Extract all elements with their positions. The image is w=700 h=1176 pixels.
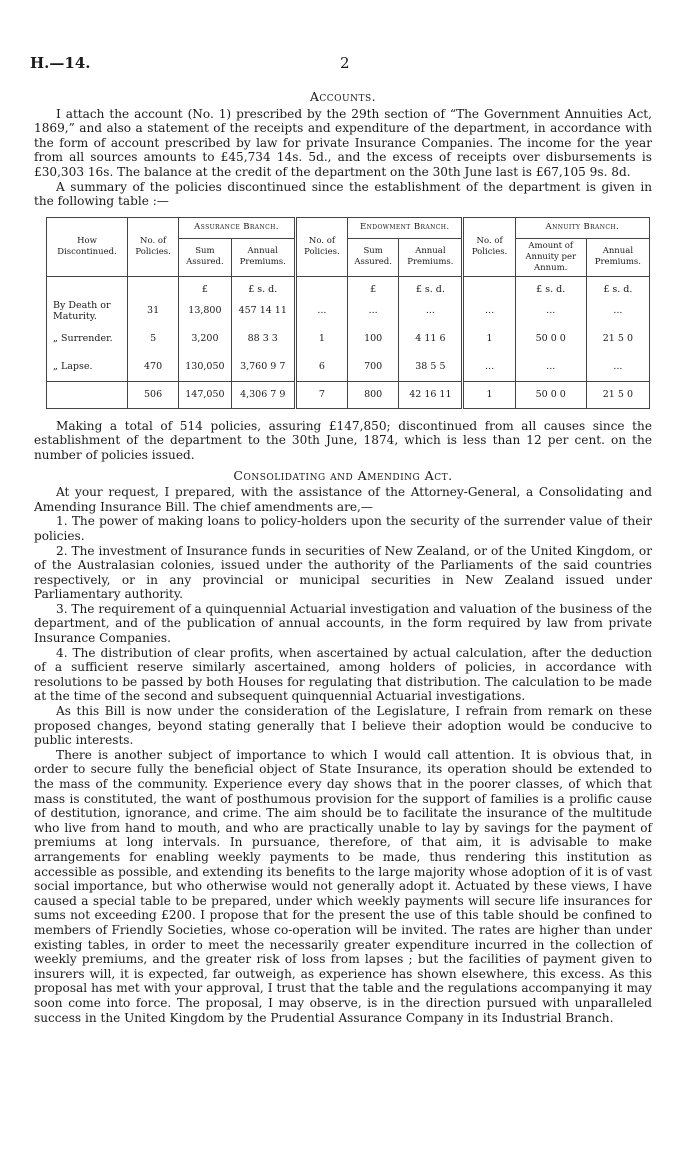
table-cell: 4 11 6 (399, 325, 463, 353)
col-policies-annuity: No. of Policies. (463, 217, 515, 276)
discontinued-policies-table (46, 217, 650, 409)
col-endowment-sum-assured: Sum Assured. (348, 238, 399, 276)
col-annuity-amount: Amount of Annuity per Annum. (515, 238, 586, 276)
group-assurance-branch: Assurance Branch. (179, 217, 296, 238)
table-cell: 3,760 9 7 (231, 353, 295, 382)
table-cell: 31 (127, 297, 178, 325)
table-cell: 700 (348, 353, 399, 382)
total-cell: 800 (348, 381, 399, 408)
unit-cell: £ s. d. (399, 276, 463, 297)
col-sum-assured: Sum Assured. (179, 238, 231, 276)
row-label: By Death or Maturity. (47, 297, 128, 325)
paragraph-total: Making a total of 514 policies, assuring £147,850; discontinued from all causes since the establishment of the department to the 30th June, 1874, which is less than 12 per cent. on the number of policies issued. (34, 418, 652, 462)
amendment-item-3: 3. The requirement of a quinquennial Actuarial investigation and valuation of the business of the department, and of the publication of annual accounts, in the form required by law from private Insurance Companies. (34, 601, 652, 646)
page-body (34, 84, 652, 1025)
unit-cell (295, 276, 347, 297)
col-annual-premiums: Annual Premiums. (231, 238, 295, 276)
col-annuity-premiums: Annual Premiums. (586, 238, 649, 276)
amendment-item-2: 2. The investment of Insurance funds in securities of New Zealand, or of the United Kingdom, or of the Australasian colonies, issued under the authority of the Parliaments of the said countries respectively, or in any provincial or municipal securities in New Zealand issued under Parliamentary authority. (34, 543, 652, 602)
paragraph-legislature: As this Bill is now under the consideration of the Legislature, I refrain from remark on these proposed changes, beyond stating generally that I believe their adoption would be conducive to public interests. (34, 704, 652, 748)
col-endowment-premiums: Annual Premiums. (399, 238, 463, 276)
unit-cell: £ s. d. (231, 276, 295, 297)
table-row (47, 297, 650, 325)
table-units-row (47, 276, 650, 297)
total-cell: 42 16 11 (399, 381, 463, 408)
unit-cell: £ (179, 276, 231, 297)
table-cell: 470 (127, 353, 178, 382)
document-reference: H.—14. (30, 54, 91, 72)
table-cell: ... (463, 297, 515, 325)
page-header (30, 54, 668, 74)
col-how-discontinued: How Discontinued. (47, 217, 128, 276)
table-cell: ... (463, 353, 515, 382)
table-row (47, 325, 650, 353)
table-cell: 1 (463, 325, 515, 353)
paragraph-summary-intro: A summary of the policies discontinued since the establishment of the department is given in the following table :— (34, 179, 652, 209)
table-group-header-row (47, 217, 650, 238)
accounts-heading: Accounts. (309, 89, 377, 104)
total-cell: 7 (295, 381, 347, 408)
table-cell: ... (348, 297, 399, 325)
table-cell: 38 5 5 (399, 353, 463, 382)
table-cell: 3,200 (179, 325, 231, 353)
unit-cell (47, 276, 128, 297)
row-label: „ Lapse. (47, 353, 128, 382)
table-cell: 130,050 (179, 353, 231, 382)
table-cell: 5 (127, 325, 178, 353)
unit-cell (463, 276, 515, 297)
unit-cell (127, 276, 178, 297)
group-annuity-branch: Annuity Branch. (515, 217, 649, 238)
row-label: „ Surrender. (47, 325, 128, 353)
table-cell: 100 (348, 325, 399, 353)
table-cell: 50 0 0 (515, 325, 586, 353)
paragraph-accounts: I attach the account (No. 1) prescribed by the 29th section of “The Government Annuities Act, 1869,” and also a statement of the receipts and expenditure of the department, in accordance with the form of account prescribed by law for private Insurance Companies. The income for the year from all sources amounts to £45,734 14s. 5d., and the excess of receipts over disbursements is £30,303 16s. The balance at the credit of the department on the 30th June last is £67,105 9s. 8d. (34, 106, 652, 179)
col-policies-endowment: No. of Policies. (295, 217, 347, 276)
total-cell: 506 (127, 381, 178, 408)
table-cell: 13,800 (179, 297, 231, 325)
amendment-item-4: 4. The distribution of clear profits, when ascertained by actual calculation, after the deduction of a sufficient reserve similarly ascertained, among holders of policies, in accordance with resolutions to be passed by both Houses for regulating that distribution. The calculation to be made at the time of the second and subsequent quinquennial Actuarial investigations. (34, 645, 652, 704)
total-cell: 147,050 (179, 381, 231, 408)
total-cell: 4,306 7 9 (231, 381, 295, 408)
table-cell: 21 5 0 (586, 325, 649, 353)
page-number: 2 (340, 54, 350, 72)
table-cell: 6 (295, 353, 347, 382)
unit-cell: £ (348, 276, 399, 297)
group-endowment-branch: Endowment Branch. (348, 217, 463, 238)
table-cell: ... (399, 297, 463, 325)
amendment-item-1: 1. The power of making loans to policy-holders upon the security of the surrender value of their policies. (34, 514, 652, 543)
total-cell: 50 0 0 (515, 381, 586, 408)
table-cell: ... (515, 297, 586, 325)
total-cell: 1 (463, 381, 515, 408)
total-cell (47, 381, 128, 408)
table-row (47, 353, 650, 382)
paragraph-bill: At your request, I prepared, with the assistance of the Attorney-General, a Consolidating and Amending Insurance Bill. The chief amendments are,— (34, 485, 652, 514)
total-cell: 21 5 0 (586, 381, 649, 408)
table-cell: ... (295, 297, 347, 325)
table-cell: 1 (295, 325, 347, 353)
table-cell: 457 14 11 (231, 297, 295, 325)
table-cell: ... (515, 353, 586, 382)
table-cell: ... (586, 297, 649, 325)
paragraph-weekly-payments: There is another subject of importance to which I would call attention. It is obvious that, in order to secure fully the beneficial object of State Insurance, its operation should be extended to the mass of the community. Experience every day shows that in the poorer classes, of which that mass is constituted, the want of posthumous provision for the support of families is a prolific cause of destitution, ignorance, and crime. The aim should be to facilitate the insurance of the multitude who live from hand to mouth, and who are practically unable to lay by savings for the payment of premiums at long intervals. In pursuance, therefore, of that aim, it is advisable to make arrangements for enabling weekly payments to be made, thus rendering this institution as accessible as possible, and extending its benefits to the large majority whose adoption of it is of vast social importance, but who otherwise would not generally adopt it. Actuated by these views, I have caused a special table to be prepared, under which weekly payments will secure life insurances for sums not exceeding £200. I propose that for the present the use of this table should be confined to members of Friendly Societies, whose co-operation will be invited. The rates are higher than under existing tables, in order to meet the necessarily greater expenditure incurred in the collection of weekly premiums, and the greater risk of loss from lapses ; but the facilities of payment given to insurers will, it is expected, far outweigh, as experience has shown elsewhere, this excess. As this proposal has met with your approval, I trust that the table and the regulations accompanying it may soon come into force. The proposal, I may observe, is in the direction pursued with unparalleled success in the United Kingdom by the Prudential Assurance Company in its Industrial Branch. (34, 747, 652, 1025)
table-cell: 88 3 3 (231, 325, 295, 353)
table-cell: ... (586, 353, 649, 382)
unit-cell: £ s. d. (515, 276, 586, 297)
unit-cell: £ s. d. (586, 276, 649, 297)
col-policies-assurance: No. of Policies. (127, 217, 178, 276)
consolidating-heading: Consolidating and Amending Act. (233, 467, 453, 483)
table-totals-row (47, 381, 650, 408)
